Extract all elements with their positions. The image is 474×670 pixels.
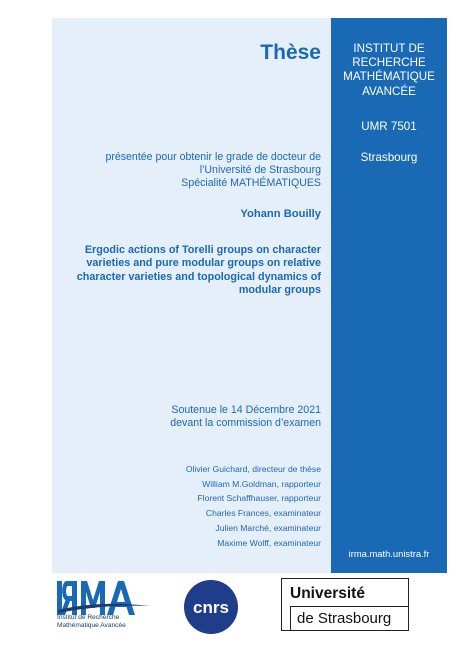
committee-list [186, 462, 321, 550]
unistra-logo-bottom: de Strasbourg [290, 606, 408, 630]
irma-logo-mark [55, 578, 155, 618]
content-panel [52, 18, 331, 573]
dissertation-title-line: varieties and pure modular groups on relative [86, 257, 321, 270]
irma-caption-line: Mathématique Avancée [57, 621, 126, 629]
author-name: Yohann Bouilly [240, 208, 321, 220]
defense-date: Soutenue le 14 Décembre 2021 [171, 404, 321, 416]
institute-url[interactable]: irma.math.unistra.fr [348, 548, 430, 559]
presentation-text [53, 151, 321, 191]
committee-member: William M.Goldman, rapporteur [202, 478, 321, 489]
umr-number: UMR 7501 [361, 120, 417, 133]
presentation-line: Spécialité MATHÉMATIQUES [181, 177, 321, 190]
institute-sidebar [331, 18, 447, 573]
dissertation-title [53, 244, 321, 298]
dissertation-title-line: modular groups [238, 284, 321, 297]
dissertation-title-line: character varieties and topological dynamics of [76, 270, 321, 283]
presentation-line: présentée pour obtenir le grade de docteur de [105, 151, 321, 163]
cnrs-logo-text: cnrs [193, 598, 229, 617]
institute-name-line: MATHÉMATIQUE [343, 70, 435, 84]
committee-member: Olivier Guichard, directeur de thèse [185, 464, 321, 474]
committee-member: Florent Schaffhauser, rapporteur [197, 493, 321, 504]
institute-name-line: INSTITUT DE [353, 42, 425, 55]
institute-city: Strasbourg [360, 151, 418, 164]
thesis-title: Thèse [260, 41, 321, 64]
committee-member: Maxime Wolff, examinateur [217, 537, 321, 548]
institute-name-line: RECHERCHE [352, 56, 426, 70]
irma-caption [57, 614, 126, 630]
committee-member: Julien Marché, examinateur [215, 522, 321, 533]
institute-name [331, 42, 447, 99]
cnrs-logo-mark [182, 578, 240, 636]
unistra-logo-top: Université [290, 585, 365, 602]
irma-caption-line: Institut de Recherche [57, 614, 120, 621]
committee-member: Charles Frances, examinateur [205, 508, 321, 519]
institute-name-line: AVANCÉE [362, 84, 416, 98]
defense-info [170, 404, 321, 431]
defense-committee-intro: devant la commission d’examen [170, 417, 321, 430]
cnrs-logo [182, 578, 240, 636]
dissertation-title-line: Ergodic actions of Torelli groups on character [84, 244, 321, 256]
unistra-logo [281, 578, 409, 631]
presentation-line: l’Université de Strasbourg [199, 164, 321, 177]
